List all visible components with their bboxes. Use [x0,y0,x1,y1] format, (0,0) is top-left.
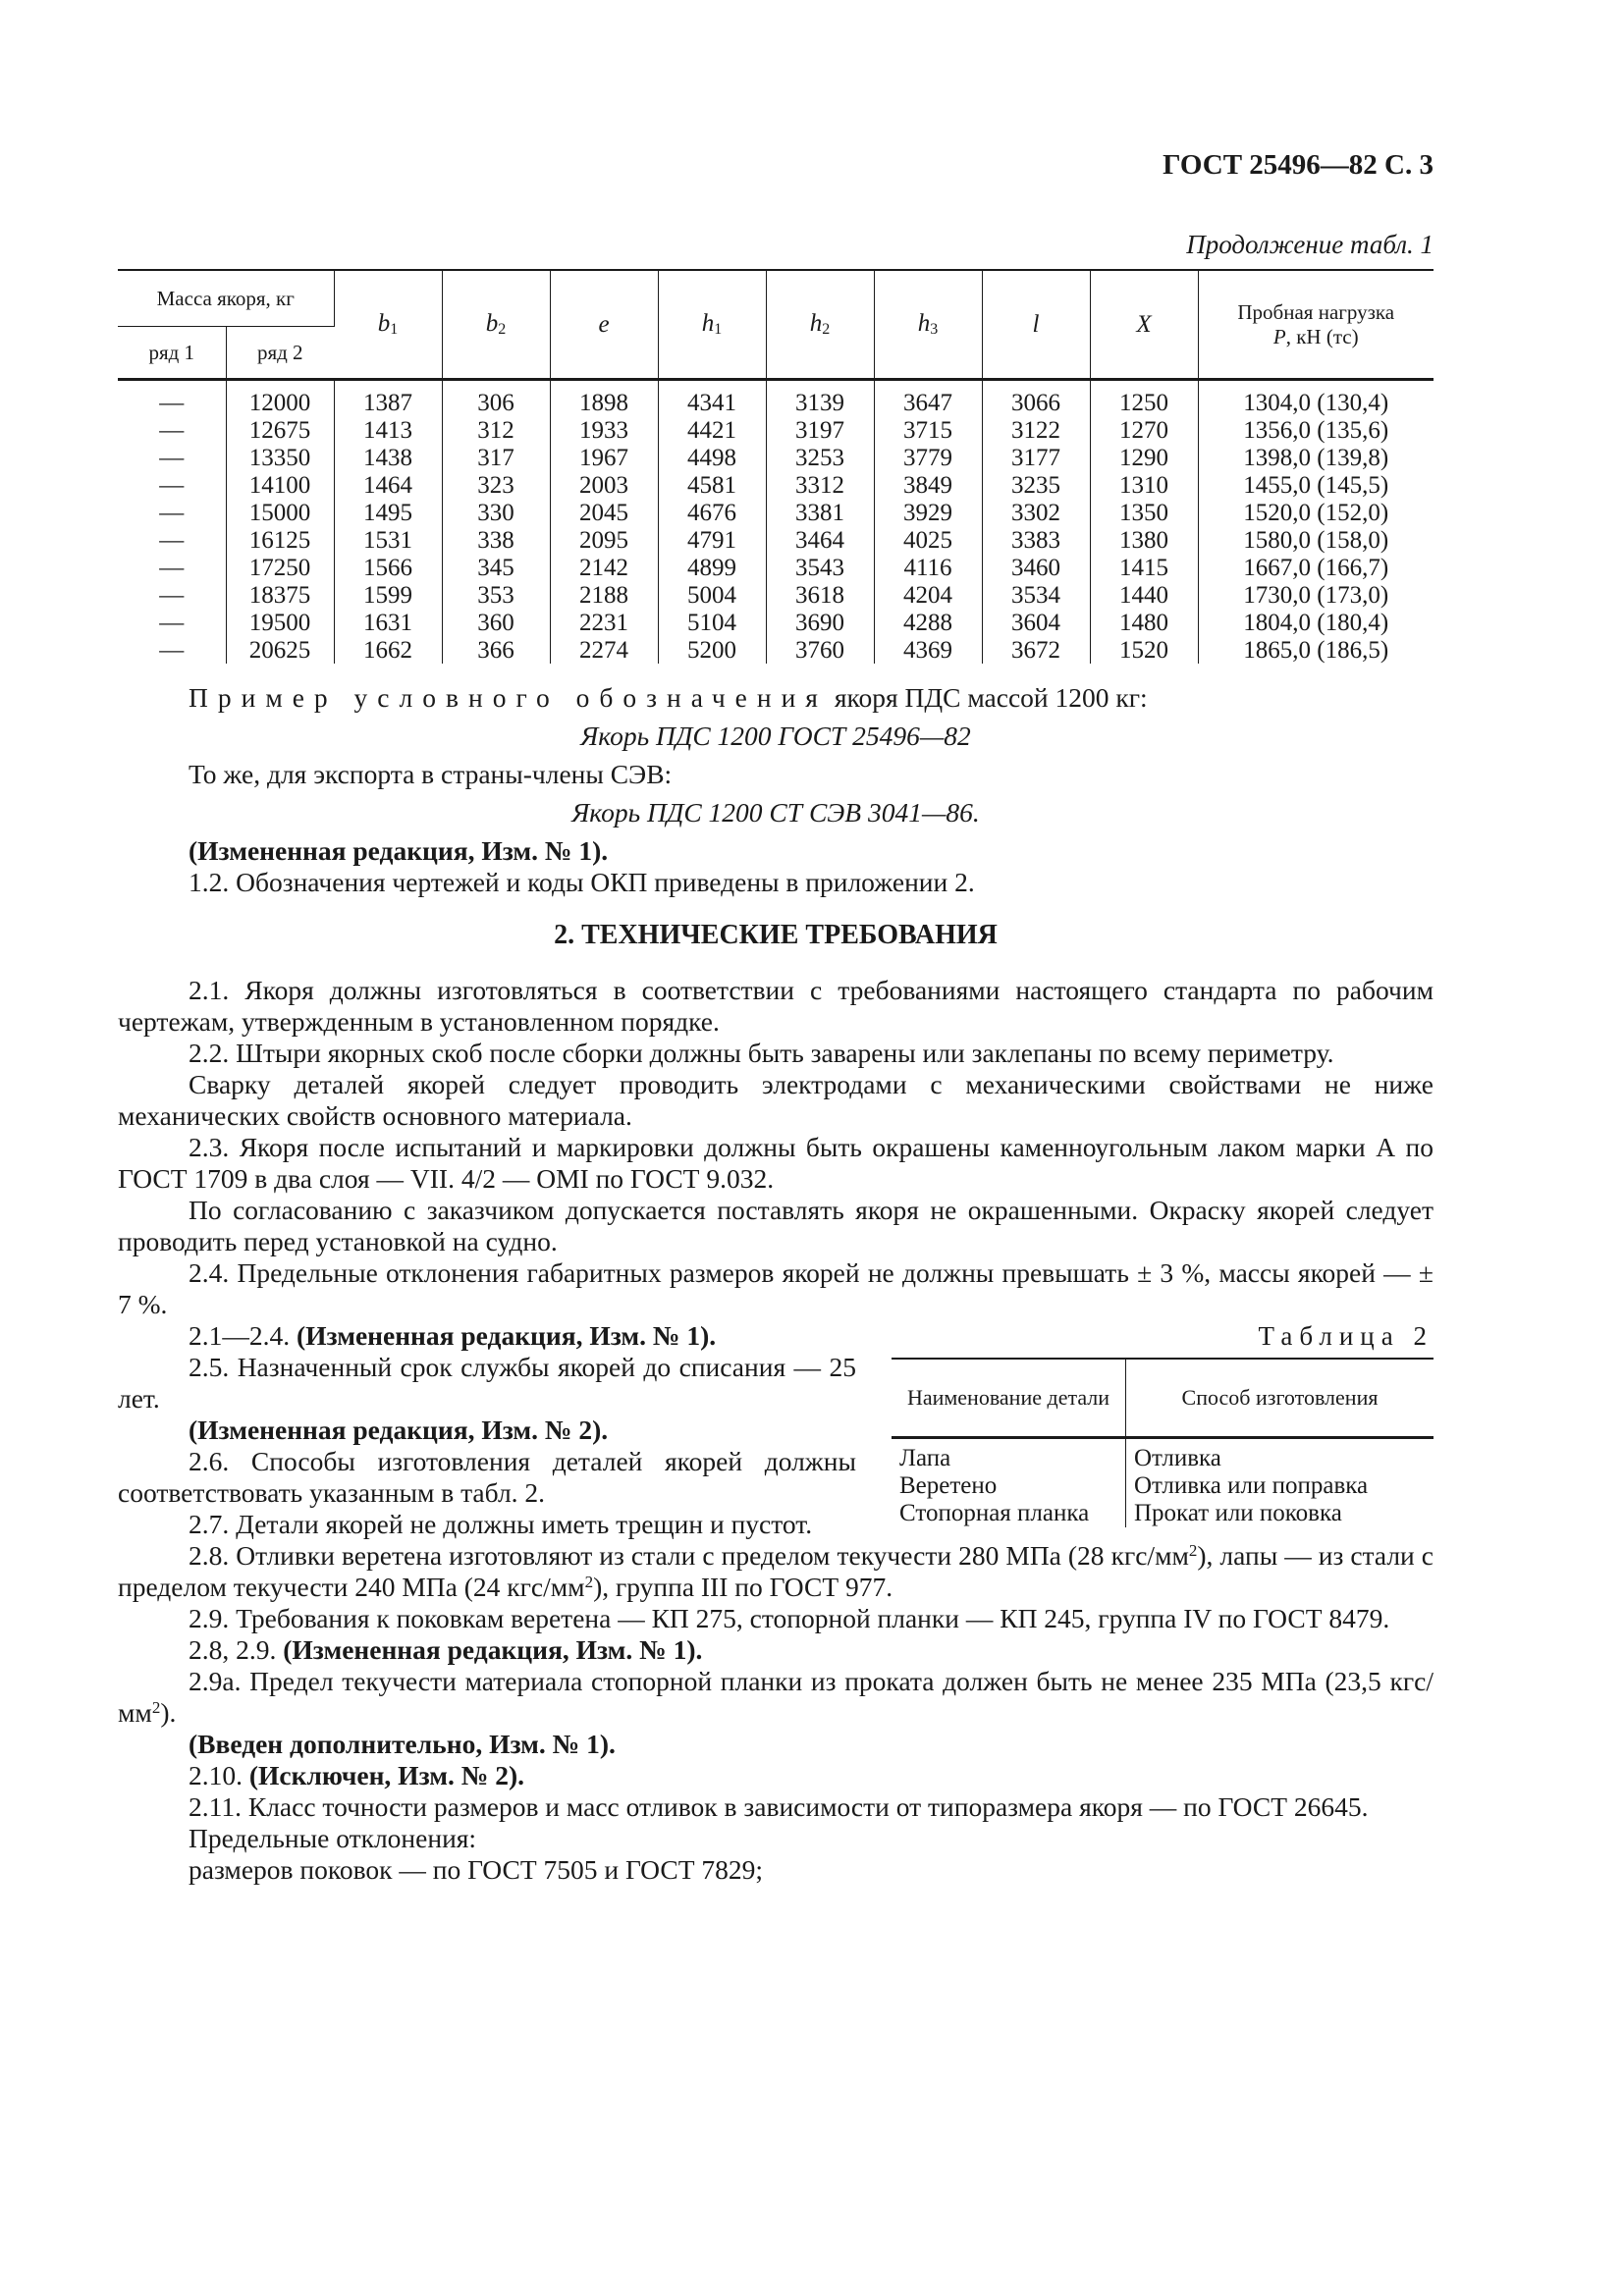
paragraph-1-2: 1.2. Обозначения чертежей и коды ОКП приведены в приложении 2. [189,867,975,897]
paragraph-limits: Предельные отклонения: [189,1823,477,1853]
table-2-col-part: Наименование детали [892,1359,1126,1438]
table-cell: 360 [442,609,550,636]
table-cell: 3122 [982,416,1090,444]
table-cell: 3066 [982,380,1090,417]
row1-header: ряд 1 [118,327,226,380]
table-cell: 4025 [874,526,982,554]
table-cell: 1387 [334,380,442,417]
col-header-h2: $h_2$ [766,270,874,380]
paragraph-2-1: 2.1. Якоря должны изготовляться в соответствии с требованиями настоящего стандарта по рабочим чертежам, утвержденным в установленном порядке. [118,975,1434,1037]
col-header-l: l [982,270,1090,380]
table-cell: 3464 [766,526,874,554]
table-cell: 1495 [334,499,442,526]
table-cell: 12675 [226,416,334,444]
table-cell: 3253 [766,444,874,471]
table-cell: 1566 [334,554,442,581]
table-cell: 3139 [766,380,874,417]
table-cell: 3647 [874,380,982,417]
paragraph-painting: По согласованию с заказчиком допускается поставлять якоря не окрашенными. Окраску якорей следует проводить перед установкой на судно. [118,1195,1434,1256]
table-row [892,1472,1434,1500]
table-cell: 1967 [550,444,658,471]
table-cell: 1304,0 (130,4) [1243,389,1389,416]
table-cell: 4676 [658,499,766,526]
table-cell: 345 [442,554,550,581]
paragraph-2-11: 2.11. Класс точности размеров и масс отливок в зависимости от типоразмера якоря — по ГОСТ 26645. [189,1791,1369,1822]
table-cell: 1580,0 (158,0) [1243,526,1389,554]
table-row [118,554,1434,581]
table-cell: 1350 [1090,499,1198,526]
table-2-col-method: Способ изготовления [1126,1359,1434,1438]
table-cell: 3618 [766,581,874,609]
table-cell: — [118,554,226,581]
col-header-b2: $b_2$ [442,270,550,380]
col-header-e: e [550,270,658,380]
table-cell: 4288 [874,609,982,636]
table-cell: 1250 [1090,380,1198,417]
table-continuation-label: Продолжение табл. 1 [1186,230,1434,259]
table-cell: 1438 [334,444,442,471]
table-cell: 4498 [658,444,766,471]
table-cell: 15000 [226,499,334,526]
table-cell: Лапа [892,1438,1126,1473]
table-cell: 1480 [1090,609,1198,636]
table-cell: 1631 [334,609,442,636]
table-cell: 2231 [550,609,658,636]
table-cell: Прокат или поковка [1134,1500,1342,1526]
page-header: ГОСТ 25496—82 С. 3 [1163,149,1434,181]
table-cell: 2095 [550,526,658,554]
table-cell: Отливка или поправка [1134,1472,1369,1499]
table-cell: 338 [442,526,550,554]
anchor-dimensions-table [118,269,1434,664]
paragraph-2-5: 2.5. Назначенный срок службы якорей до списания — 25 лет. [118,1352,856,1414]
table-row [118,471,1434,499]
table-cell: 1380 [1090,526,1198,554]
table-cell: — [118,380,226,417]
table-cell: 3534 [982,581,1090,609]
col-header-test-load: Пробная нагрузка P, кН (тс) [1198,270,1434,380]
table-cell: 1599 [334,581,442,609]
table-row [118,609,1434,636]
table-cell: — [118,526,226,554]
table-row [118,380,1434,417]
table-cell: — [118,499,226,526]
table-cell: 4899 [658,554,766,581]
table-row [118,581,1434,609]
manufacturing-methods-table [892,1358,1434,1527]
table-cell: 2188 [550,581,658,609]
table-cell: — [118,416,226,444]
table-row [118,416,1434,444]
table-2-block [892,1320,1434,1527]
table-cell: 4791 [658,526,766,554]
table-cell: 1440 [1090,581,1198,609]
table-cell: — [118,471,226,499]
table-cell: — [118,609,226,636]
introduced-note: (Введен дополнительно, Изм. № 1). [189,1729,616,1759]
table-cell: 306 [442,380,550,417]
table-cell: 1531 [334,526,442,554]
table-cell: 18375 [226,581,334,609]
table-cell: 1898 [550,380,658,417]
table-cell: 3302 [982,499,1090,526]
paragraph-2-10: 2.10. (Исключен, Изм. № 2). [189,1760,525,1790]
table-cell: 366 [442,636,550,664]
table-cell: Веретено [892,1472,1126,1500]
example-designation-2: Якорь ПДС 1200 СТ СЭВ 3041—86. [571,797,980,828]
table-cell: — [118,444,226,471]
table-cell: 5004 [658,581,766,609]
table-cell: 3604 [982,609,1090,636]
paragraph-2-9a: 2.9а. Предел текучести материала стопорной планки из проката должен быть не менее 235 МПа (23,5 кгс/$мм^2$). [118,1666,1434,1728]
table-cell: 3235 [982,471,1090,499]
table-cell: 2045 [550,499,658,526]
export-line: То же, для экспорта в страны-члены СЭВ: [189,759,673,789]
table-cell: 1356,0 (135,6) [1243,416,1389,444]
table-cell: 3779 [874,444,982,471]
table-cell: 12000 [226,380,334,417]
table-cell: 4341 [658,380,766,417]
table-cell: 4116 [874,554,982,581]
document-body [118,682,1434,1886]
table-cell: 3460 [982,554,1090,581]
table-cell: Стопорная планка [892,1500,1126,1527]
table-cell: 1865,0 (186,5) [1243,636,1389,664]
col-header-h1: $h_1$ [658,270,766,380]
table-cell: 16125 [226,526,334,554]
table-cell: 4581 [658,471,766,499]
table-row [118,526,1434,554]
table-cell: 1270 [1090,416,1198,444]
table-cell: 3715 [874,416,982,444]
table-cell: 1662 [334,636,442,664]
paragraph-2-1-2-4-amend: 2.1—2.4. (Измененная редакция, Изм. № 1). [189,1320,717,1351]
table-row [118,636,1434,664]
table-2-caption: Таблица 2 [1258,1321,1434,1351]
row2-header: ряд 2 [226,327,334,380]
col-header-x: X [1090,270,1198,380]
table-cell: 1455,0 (145,5) [1243,471,1389,499]
paragraph-2-8-2-9-amend: 2.8, 2.9. (Измененная редакция, Изм. № 1). [189,1634,703,1665]
table-cell: 4204 [874,581,982,609]
section-2-title: 2. ТЕХНИЧЕСКИЕ ТРЕБОВАНИЯ [554,920,998,950]
table-cell: 1804,0 (180,4) [1243,609,1389,636]
table-cell: 317 [442,444,550,471]
table-cell: 13350 [226,444,334,471]
amendment-note: (Измененная редакция, Изм. № 1). [189,835,609,866]
table-row [118,499,1434,526]
col-header-b1: $b_1$ [334,270,442,380]
table-cell: 1415 [1090,554,1198,581]
paragraph-welding: Сварку деталей якорей следует проводить электродами с механическими свойствами не ниже механических свойств основного материала. [118,1069,1434,1131]
table-row [892,1438,1434,1473]
table-cell: 19500 [226,609,334,636]
paragraph-2-9: 2.9. Требования к поковкам веретена — КП 275, стопорной планки — КП 245, группа IV по ГОСТ 8479. [189,1603,1390,1633]
paragraph-2-3: 2.3. Якоря после испытаний и маркировки должны быть окрашены каменноугольным лаком марки А по ГОСТ 1709 в два слоя — VII. 4/2 — OMI по ГОСТ 9.032. [118,1132,1434,1194]
table-cell: 1730,0 (173,0) [1243,581,1389,609]
table-cell: 1464 [334,471,442,499]
mass-header: Масса якоря, кг [118,270,334,327]
table-cell: 1413 [334,416,442,444]
col-header-h3: $h_3$ [874,270,982,380]
table-cell: 1398,0 (139,8) [1243,444,1389,471]
table-cell: 1933 [550,416,658,444]
table-cell: 3929 [874,499,982,526]
table-cell: 2142 [550,554,658,581]
table-cell: — [118,581,226,609]
table-row [892,1500,1434,1527]
paragraph-2-6: 2.6. Способы изготовления деталей якорей должны соответствовать указанным в табл. 2. [118,1446,856,1508]
table-cell: 3543 [766,554,874,581]
table-cell: 20625 [226,636,334,664]
table-cell: 312 [442,416,550,444]
table-cell: 3312 [766,471,874,499]
table-cell: Отливка [1134,1445,1221,1471]
table-cell: 1520 [1090,636,1198,664]
table-cell: 3381 [766,499,874,526]
table-row [118,444,1434,471]
table-cell: 1520,0 (152,0) [1243,499,1389,526]
table-cell: — [118,636,226,664]
table-cell: 330 [442,499,550,526]
table-cell: 1290 [1090,444,1198,471]
amendment-note-2: (Измененная редакция, Изм. № 2). [189,1415,609,1445]
table-cell: 5104 [658,609,766,636]
paragraph-2-4: 2.4. Предельные отклонения габаритных размеров якорей не должны превышать ± 3 %, массы якорей — ± 7 %. [118,1257,1434,1319]
table-cell: 3177 [982,444,1090,471]
table-cell: 3383 [982,526,1090,554]
table-cell: 3690 [766,609,874,636]
table-cell: 17250 [226,554,334,581]
table-cell: 2274 [550,636,658,664]
table-cell: 353 [442,581,550,609]
table-cell: 3197 [766,416,874,444]
paragraph-2-8: 2.8. Отливки веретена изготовляют из стали с пределом текучести 280 МПа (28 кгс/$мм^2$), лапы — из стали с пределом текучести 240 МПа (24 кгс/$мм^2$), группа III по ГОСТ 977. [118,1540,1434,1602]
table-cell: 4421 [658,416,766,444]
table-cell: 5200 [658,636,766,664]
paragraph-forgings: размеров поковок — по ГОСТ 7505 и ГОСТ 7829; [189,1854,764,1885]
table-cell: 4369 [874,636,982,664]
table-cell: 3849 [874,471,982,499]
table-cell: 14100 [226,471,334,499]
table-cell: 1310 [1090,471,1198,499]
paragraph-2-7: 2.7. Детали якорей не должны иметь трещин и пустот. [189,1509,813,1539]
paragraph-2-2: 2.2. Штыри якорных скоб после сборки должны быть заварены или заклепаны по всему периметру. [189,1038,1334,1068]
table-cell: 3672 [982,636,1090,664]
table-cell: 3760 [766,636,874,664]
example-designation-1: Якорь ПДС 1200 ГОСТ 25496—82 [580,721,971,751]
table-cell: 2003 [550,471,658,499]
table-cell: 323 [442,471,550,499]
example-line: Пример условного обозначения якоря ПДС массой 1200 кг: [189,682,1148,713]
table-cell: 1667,0 (166,7) [1243,554,1389,581]
